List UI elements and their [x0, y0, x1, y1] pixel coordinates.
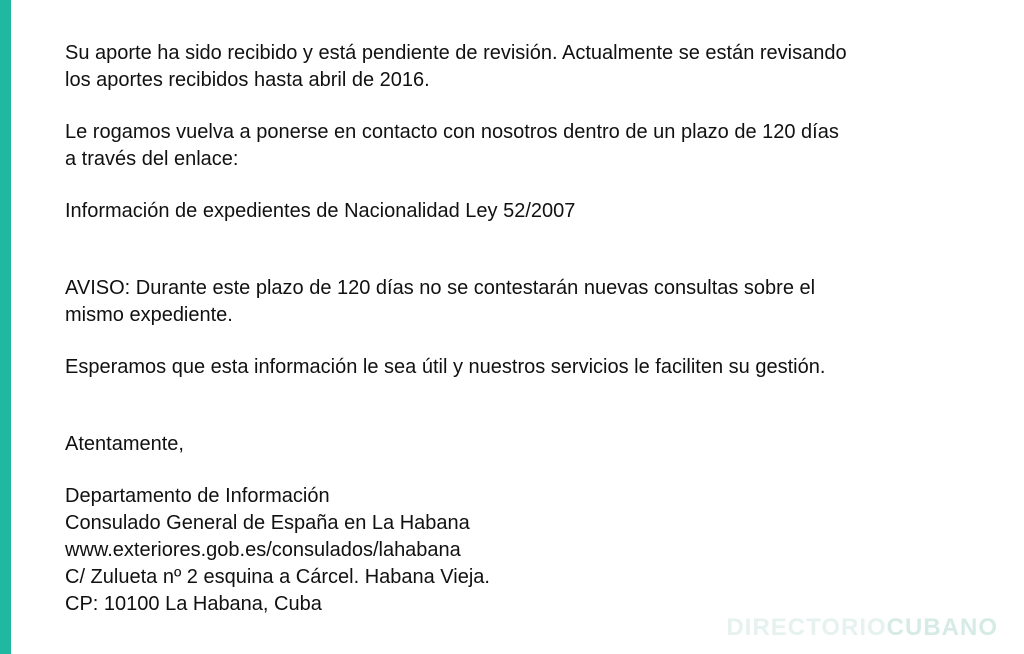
- signature-consulate: Consulado General de España en La Habana: [65, 512, 470, 534]
- signature-website[interactable]: www.exteriores.gob.es/consulados/lahabana: [65, 539, 461, 561]
- text-line: Atentamente,: [65, 433, 184, 455]
- text-line: los aportes recibidos hasta abril de 2016.: [65, 69, 430, 91]
- text-line: Esperamos que esta información le sea útil y nuestros servicios le faciliten su gestión.: [65, 356, 826, 378]
- watermark-logo: [726, 614, 998, 642]
- text-line: a través del enlace:: [65, 148, 239, 170]
- paragraph-closing-wish: [65, 354, 965, 381]
- watermark-part-1: DIRECTORIO: [726, 614, 887, 641]
- signature-address: C/ Zulueta nº 2 esquina a Cárcel. Habana Vieja.: [65, 566, 490, 588]
- link-text[interactable]: Información de expedientes de Nacionalidad Ley 52/2007: [65, 200, 576, 222]
- paragraph-contact-request: [65, 119, 965, 173]
- nationality-info-link[interactable]: [65, 198, 965, 225]
- text-line: Su aporte ha sido recibido y está pendiente de revisión. Actualmente se están revisando: [65, 42, 847, 64]
- left-accent-bar: [0, 0, 11, 654]
- text-line: mismo expediente.: [65, 304, 233, 326]
- text-line: AVISO: Durante este plazo de 120 días no se contestarán nuevas consultas sobre el: [65, 277, 816, 299]
- salutation: [65, 431, 965, 458]
- letter-body: [65, 40, 965, 618]
- text-line: Le rogamos vuelva a ponerse en contacto con nosotros dentro de un plazo de 120 días: [65, 121, 839, 143]
- signature-department: Departamento de Información: [65, 485, 330, 507]
- signature-postal-code: CP: 10100 La Habana, Cuba: [65, 593, 322, 615]
- paragraph-notice: [65, 275, 965, 329]
- signature-block: [65, 483, 965, 618]
- watermark-part-2: CUBANO: [886, 614, 998, 641]
- paragraph-received-status: [65, 40, 965, 94]
